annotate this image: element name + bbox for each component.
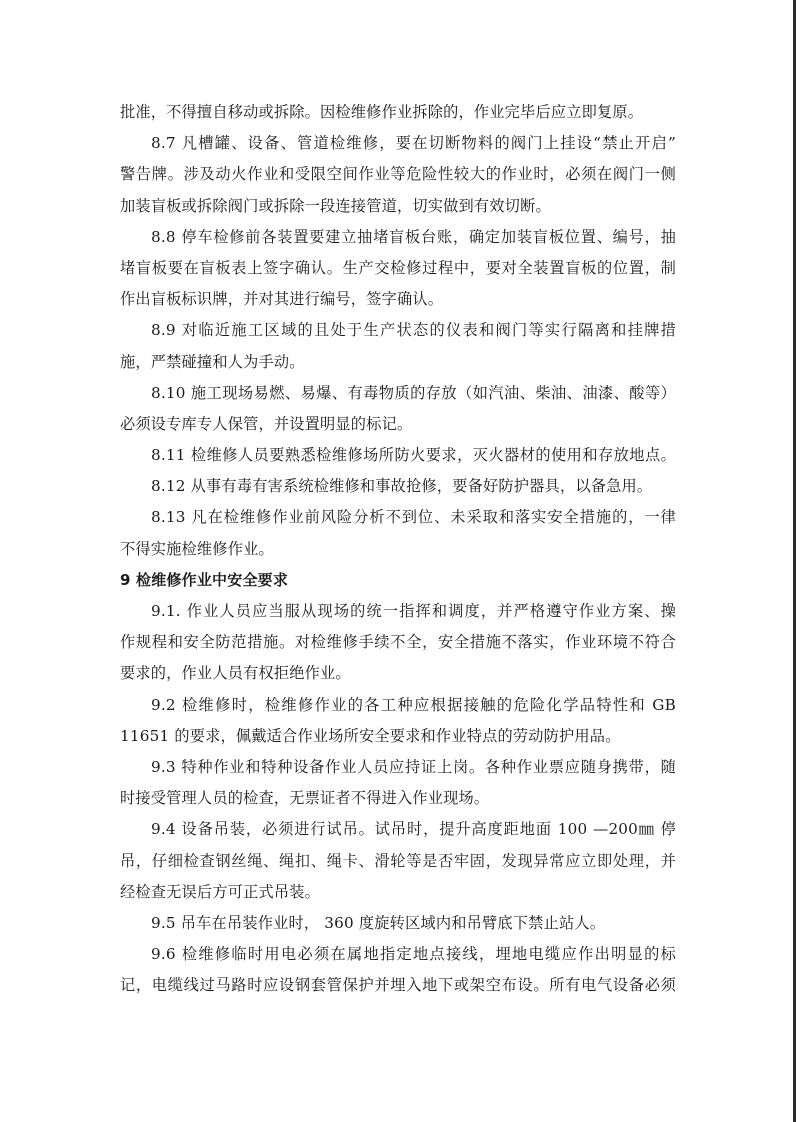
text-line: 记，电缆线过马路时应设钢套管保护并埋入地下或架空布设。所有电气设备必须 xyxy=(120,976,676,995)
text-line: 不得实施检维修作业。 xyxy=(120,539,274,558)
text-line: 时接受管理人员的检查，无票证者不得进入作业现场。 xyxy=(120,789,490,808)
text-line: 施，严禁碰撞和人为手动。 xyxy=(120,352,305,371)
clause-8-13: 8.13 凡在检维修作业前风险分析不到位、未采取和落实安全措施的，一律 xyxy=(151,508,676,527)
text-line: 11651 的要求，佩戴适合作业场所安全要求和作业特点的劳动防护用品。 xyxy=(120,726,621,745)
section-heading-9: 9 检维修作业中安全要求 xyxy=(120,570,289,589)
clause-8-9: 8.9 对临近施工区域的且处于生产状态的仪表和阀门等实行隔离和挂牌措 xyxy=(151,321,676,340)
text-line: 经检查无误后方可正式吊装。 xyxy=(120,882,321,901)
clause-9-4: 9.4 设备吊装，必须进行试吊。试吊时，提升高度距地面 100 —200㎜ 停 xyxy=(151,820,676,839)
clause-9-1: 9.1. 作业人员应当服从现场的统一指挥和调度，并严格遵守作业方案、操 xyxy=(151,602,676,620)
clause-9-3: 9.3 特种作业和特种设备作业人员应持证上岗。各种作业票应随身携带，随 xyxy=(151,757,676,776)
text-line: 作规程和安全防范措施。对检维修手续不全，安全措施不落实，作业环境不符合 xyxy=(120,633,676,652)
clause-9-5: 9.5 吊车在吊装作业时， 360 度旋转区域内和吊臂底下禁止站人。 xyxy=(151,913,606,932)
text-line: 作出盲板标识牌，并对其进行编号，签字确认。 xyxy=(120,290,444,309)
clause-8-8: 8.8 停车检修前各装置要建立抽堵盲板台账，确定加装盲板位置、编号，抽 xyxy=(151,227,676,246)
clause-8-10: 8.10 施工现场易燃、易爆、有毒物质的存放（如汽油、柴油、油漆、酸等） xyxy=(151,383,676,402)
text-line: 吊，仔细检查钢丝绳、绳扣、绳卡、滑轮等是否牢固，发现异常应立即处理，并 xyxy=(120,851,676,870)
text-line: 批准，不得擅自移动或拆除。因检维修作业拆除的，作业完毕后应立即复原。 xyxy=(120,103,644,121)
clause-8-11: 8.11 检维修人员要熟悉检维修场所防火要求，灭火器材的使用和存放地点。 xyxy=(151,446,676,465)
text-line: 警告牌。涉及动火作业和受限空间作业等危险性较大的作业时，必须在阀门一侧 xyxy=(120,165,676,184)
clause-8-12: 8.12 从事有毒有害系统检维修和事故抢修，要备好防护器具，以备急用。 xyxy=(151,477,653,496)
clause-9-6: 9.6 检维修临时用电必须在属地指定地点接线，埋地电缆应作出明显的标 xyxy=(151,945,676,964)
text-line: 要求的，作业人员有权拒绝作业。 xyxy=(120,664,351,683)
text-line: 必须设专库专人保管，并设置明显的标记。 xyxy=(120,414,413,433)
clause-8-7: 8.7 凡槽罐、设备、管道检维修，要在切断物料的阀门上挂设“禁止开启” xyxy=(151,134,676,153)
text-line: 加装盲板或拆除阀门或拆除一段连接管道，切实做到有效切断。 xyxy=(120,196,551,215)
document-page xyxy=(120,97,676,1001)
clause-9-2: 9.2 检维修时，检维修作业的各工种应根据接触的危险化学品特性和 GB xyxy=(151,695,676,714)
text-line: 堵盲板要在盲板表上签字确认。生产交检修过程中，要对全装置盲板的位置，制 xyxy=(120,258,676,277)
